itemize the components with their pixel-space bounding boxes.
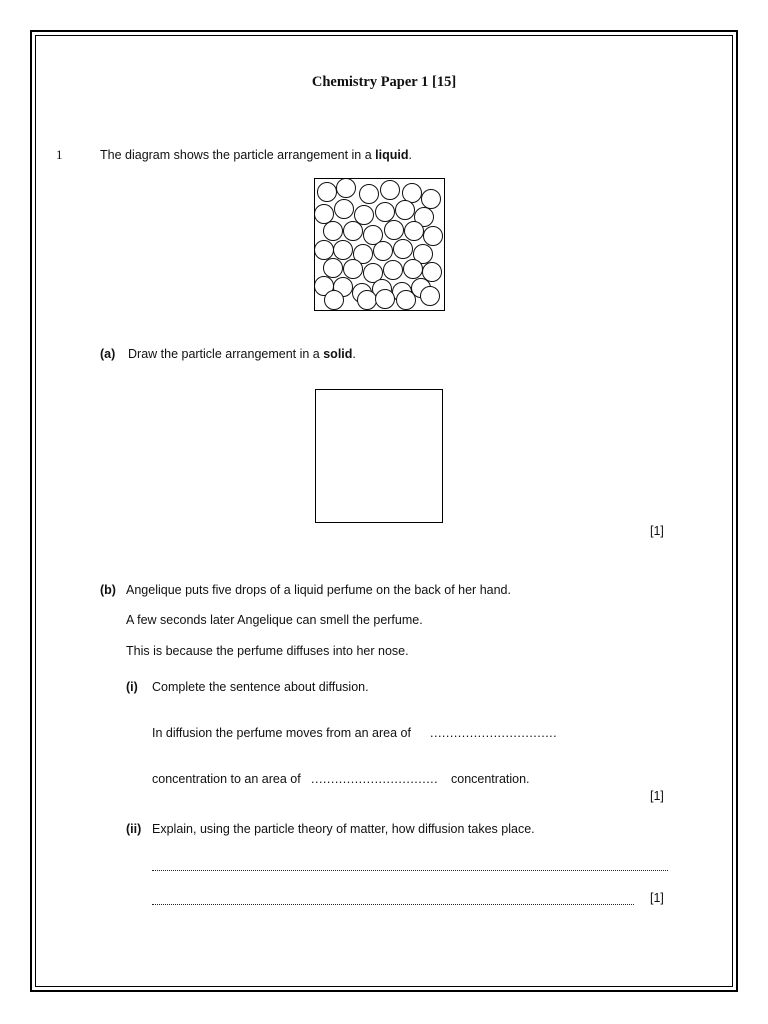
liquid-particle (360, 185, 379, 204)
diffusion-sentence-2: concentration to an area of (152, 772, 301, 786)
liquid-particle (335, 200, 354, 219)
liquid-particle (325, 291, 344, 310)
part-a-mark: [1] (650, 524, 664, 538)
part-b-i-mark: [1] (650, 789, 664, 803)
answer-line-1[interactable] (152, 870, 668, 871)
part-b-i-label: (i) (126, 680, 138, 694)
question-intro (100, 148, 412, 162)
liquid-particle (397, 291, 416, 310)
part-a-text-end: . (352, 347, 356, 361)
liquid-particle (358, 291, 377, 310)
liquid-particle (421, 287, 440, 306)
answer-line-2[interactable] (152, 904, 634, 905)
diffusion-sentence-1: In diffusion the perfume moves from an area of (152, 726, 411, 740)
liquid-particle (381, 181, 400, 200)
question-number: 1 (56, 147, 63, 162)
blank-high-concentration[interactable]: ................................ (430, 726, 558, 740)
blank-low-concentration[interactable]: ................................ (311, 772, 439, 786)
page-title: Chemistry Paper 1 [15] (311, 74, 457, 90)
intro-text: The diagram shows the particle arrangement in a (100, 148, 376, 162)
part-b-ii-instruction: Explain, using the particle theory of matter, how diffusion takes place. (152, 822, 535, 836)
liquid-particle (315, 241, 334, 260)
part-b-ii-mark: [1] (650, 891, 664, 905)
liquid-particle (324, 222, 343, 241)
part-b-line-2: A few seconds later Angelique can smell the perfume. (126, 613, 423, 627)
intro-bold-word: liquid (375, 148, 409, 162)
part-b-i-instruction: Complete the sentence about diffusion. (152, 680, 369, 694)
liquid-particle (344, 260, 363, 279)
liquid-particle (324, 259, 343, 278)
part-a-label: (a) (100, 347, 116, 361)
liquid-particle (376, 290, 395, 309)
liquid-particle (374, 242, 393, 261)
diffusion-sentence-2-end: concentration. (451, 772, 530, 786)
part-a-text-start: Draw the particle arrangement in a (128, 347, 324, 361)
liquid-diagram (314, 178, 445, 311)
liquid-particle (355, 206, 374, 225)
liquid-particle (334, 241, 353, 260)
solid-drawing-box[interactable] (315, 389, 443, 523)
liquid-particle (318, 183, 337, 202)
liquid-particle (394, 240, 413, 259)
liquid-particle (404, 260, 423, 279)
liquid-particle (376, 203, 395, 222)
liquid-particle (385, 221, 404, 240)
part-a-bold-word: solid (323, 347, 353, 361)
liquid-particle (315, 205, 334, 224)
intro-end: . (408, 148, 412, 162)
liquid-particle (384, 261, 403, 280)
liquid-particle (403, 184, 422, 203)
liquid-particle (405, 222, 424, 241)
part-b-line-3: This is because the perfume diffuses into her nose. (126, 644, 409, 658)
liquid-particle (396, 201, 415, 220)
liquid-particle (344, 222, 363, 241)
part-b-label: (b) (100, 583, 116, 597)
liquid-particle (337, 179, 356, 198)
liquid-particle (424, 227, 443, 246)
liquid-particles (315, 179, 444, 310)
part-b-line-1: Angelique puts five drops of a liquid perfume on the back of her hand. (126, 583, 511, 597)
part-a-text (128, 347, 356, 361)
liquid-particle (423, 263, 442, 282)
liquid-particle (422, 190, 441, 209)
part-b-ii-label: (ii) (126, 822, 142, 836)
